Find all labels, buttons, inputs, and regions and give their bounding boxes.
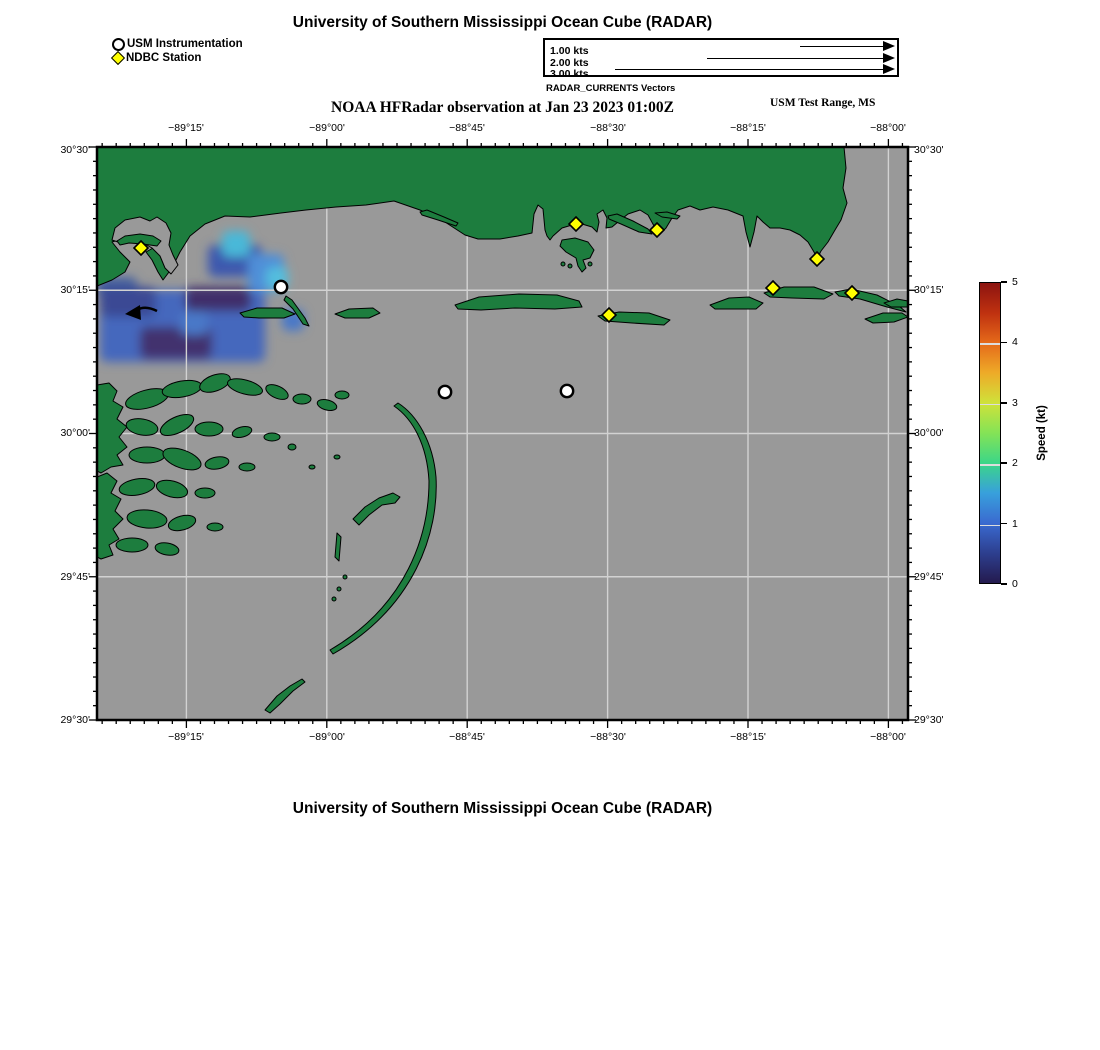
colorbar-gridline bbox=[980, 343, 1000, 345]
vector-scale-label: 2.00 kts bbox=[550, 56, 589, 69]
axis-tick-label: 30°00' bbox=[60, 427, 90, 439]
usm-station-marker bbox=[439, 386, 451, 398]
marker-legend bbox=[112, 37, 243, 65]
legend-label: USM Instrumentation bbox=[127, 38, 243, 50]
usm-station-marker bbox=[561, 385, 573, 397]
colorbar-tick bbox=[1001, 462, 1007, 464]
axis-tick-label: 29°45' bbox=[914, 571, 944, 583]
vector-scale-row bbox=[550, 41, 897, 57]
vector-arrowhead-icon bbox=[883, 41, 895, 51]
axis-tick-label: −88°15' bbox=[730, 731, 766, 743]
legend-item-usm bbox=[112, 37, 243, 51]
colorbar-tick bbox=[1001, 342, 1007, 344]
colorbar-gridline bbox=[980, 525, 1000, 527]
colorbar-title: Speed (kt) bbox=[1036, 405, 1048, 461]
usm-station-marker bbox=[275, 281, 287, 293]
page-title-bottom: University of Southern Mississippi Ocean Cube (RADAR) bbox=[292, 800, 713, 817]
axis-tick-label: −88°00' bbox=[870, 731, 906, 743]
axis-tick-label: 29°45' bbox=[60, 571, 90, 583]
vector-arrowhead-icon bbox=[883, 64, 895, 74]
axis-tick-label: −88°00' bbox=[870, 122, 906, 134]
speed-colorbar bbox=[979, 282, 1001, 584]
vector-scale-row bbox=[550, 64, 897, 80]
colorbar-tick bbox=[1001, 402, 1007, 404]
axis-tick-label: 30°00' bbox=[914, 427, 944, 439]
axis-tick-label: 29°30' bbox=[914, 714, 944, 726]
vector-arrow-shaft bbox=[800, 46, 885, 47]
axis-tick-label: −89°15' bbox=[168, 122, 204, 134]
colorbar-tick-value: 2 bbox=[1012, 457, 1018, 470]
observation-subtitle: NOAA HFRadar observation at Jan 23 2023 01:00Z bbox=[331, 99, 674, 116]
axis-tick-label: −88°15' bbox=[730, 122, 766, 134]
colorbar-tick-value: 3 bbox=[1012, 396, 1018, 409]
legend-item-ndbc bbox=[112, 51, 243, 65]
test-range-label: USM Test Range, MS bbox=[770, 97, 876, 109]
axis-tick-label: 30°30' bbox=[60, 144, 90, 156]
colorbar-gridline bbox=[980, 404, 1000, 406]
colorbar-tick-value: 5 bbox=[1012, 276, 1018, 288]
colorbar-tick-value: 1 bbox=[1012, 517, 1018, 530]
vector-arrow-shaft bbox=[615, 69, 885, 70]
axis-tick-label: −89°00' bbox=[309, 122, 345, 134]
usm-circle-icon bbox=[112, 38, 125, 51]
vector-scale-box bbox=[543, 38, 899, 80]
axis-tick-label: 29°30' bbox=[60, 714, 90, 726]
axis-tick-label: −89°00' bbox=[309, 731, 345, 743]
vector-scale-row bbox=[550, 53, 897, 69]
axis-tick-label: −88°45' bbox=[449, 122, 485, 134]
colorbar-tick-value: 4 bbox=[1012, 336, 1018, 349]
ndbc-diamond-icon bbox=[111, 51, 125, 65]
axis-tick-label: −88°30' bbox=[590, 731, 626, 743]
vector-scale-caption: RADAR_CURRENTS Vectors bbox=[546, 83, 676, 94]
vector-scale-label: 1.00 kts bbox=[550, 45, 589, 57]
axis-tick-label: −88°45' bbox=[449, 731, 485, 743]
axis-tick-label: 30°15' bbox=[60, 284, 90, 296]
legend-label: NDBC Station bbox=[126, 52, 202, 64]
map-canvas bbox=[87, 137, 918, 730]
axis-tick-label: 30°30' bbox=[914, 144, 944, 156]
colorbar-tick bbox=[1001, 583, 1007, 585]
vector-arrowhead-icon bbox=[883, 53, 895, 63]
page-title: University of Southern Mississippi Ocean Cube (RADAR) bbox=[292, 14, 713, 31]
colorbar-gridline bbox=[980, 464, 1000, 466]
axis-tick-label: −89°15' bbox=[168, 731, 204, 743]
colorbar-tick-value: 0 bbox=[1012, 578, 1018, 590]
vector-scale-label: 3.00 kts bbox=[550, 68, 589, 80]
axis-tick-label: −88°30' bbox=[590, 122, 626, 134]
colorbar-tick bbox=[1001, 523, 1007, 525]
colorbar-tick bbox=[1001, 281, 1007, 283]
axis-tick-label: 30°15' bbox=[914, 284, 944, 296]
vector-arrow-shaft bbox=[707, 58, 885, 59]
